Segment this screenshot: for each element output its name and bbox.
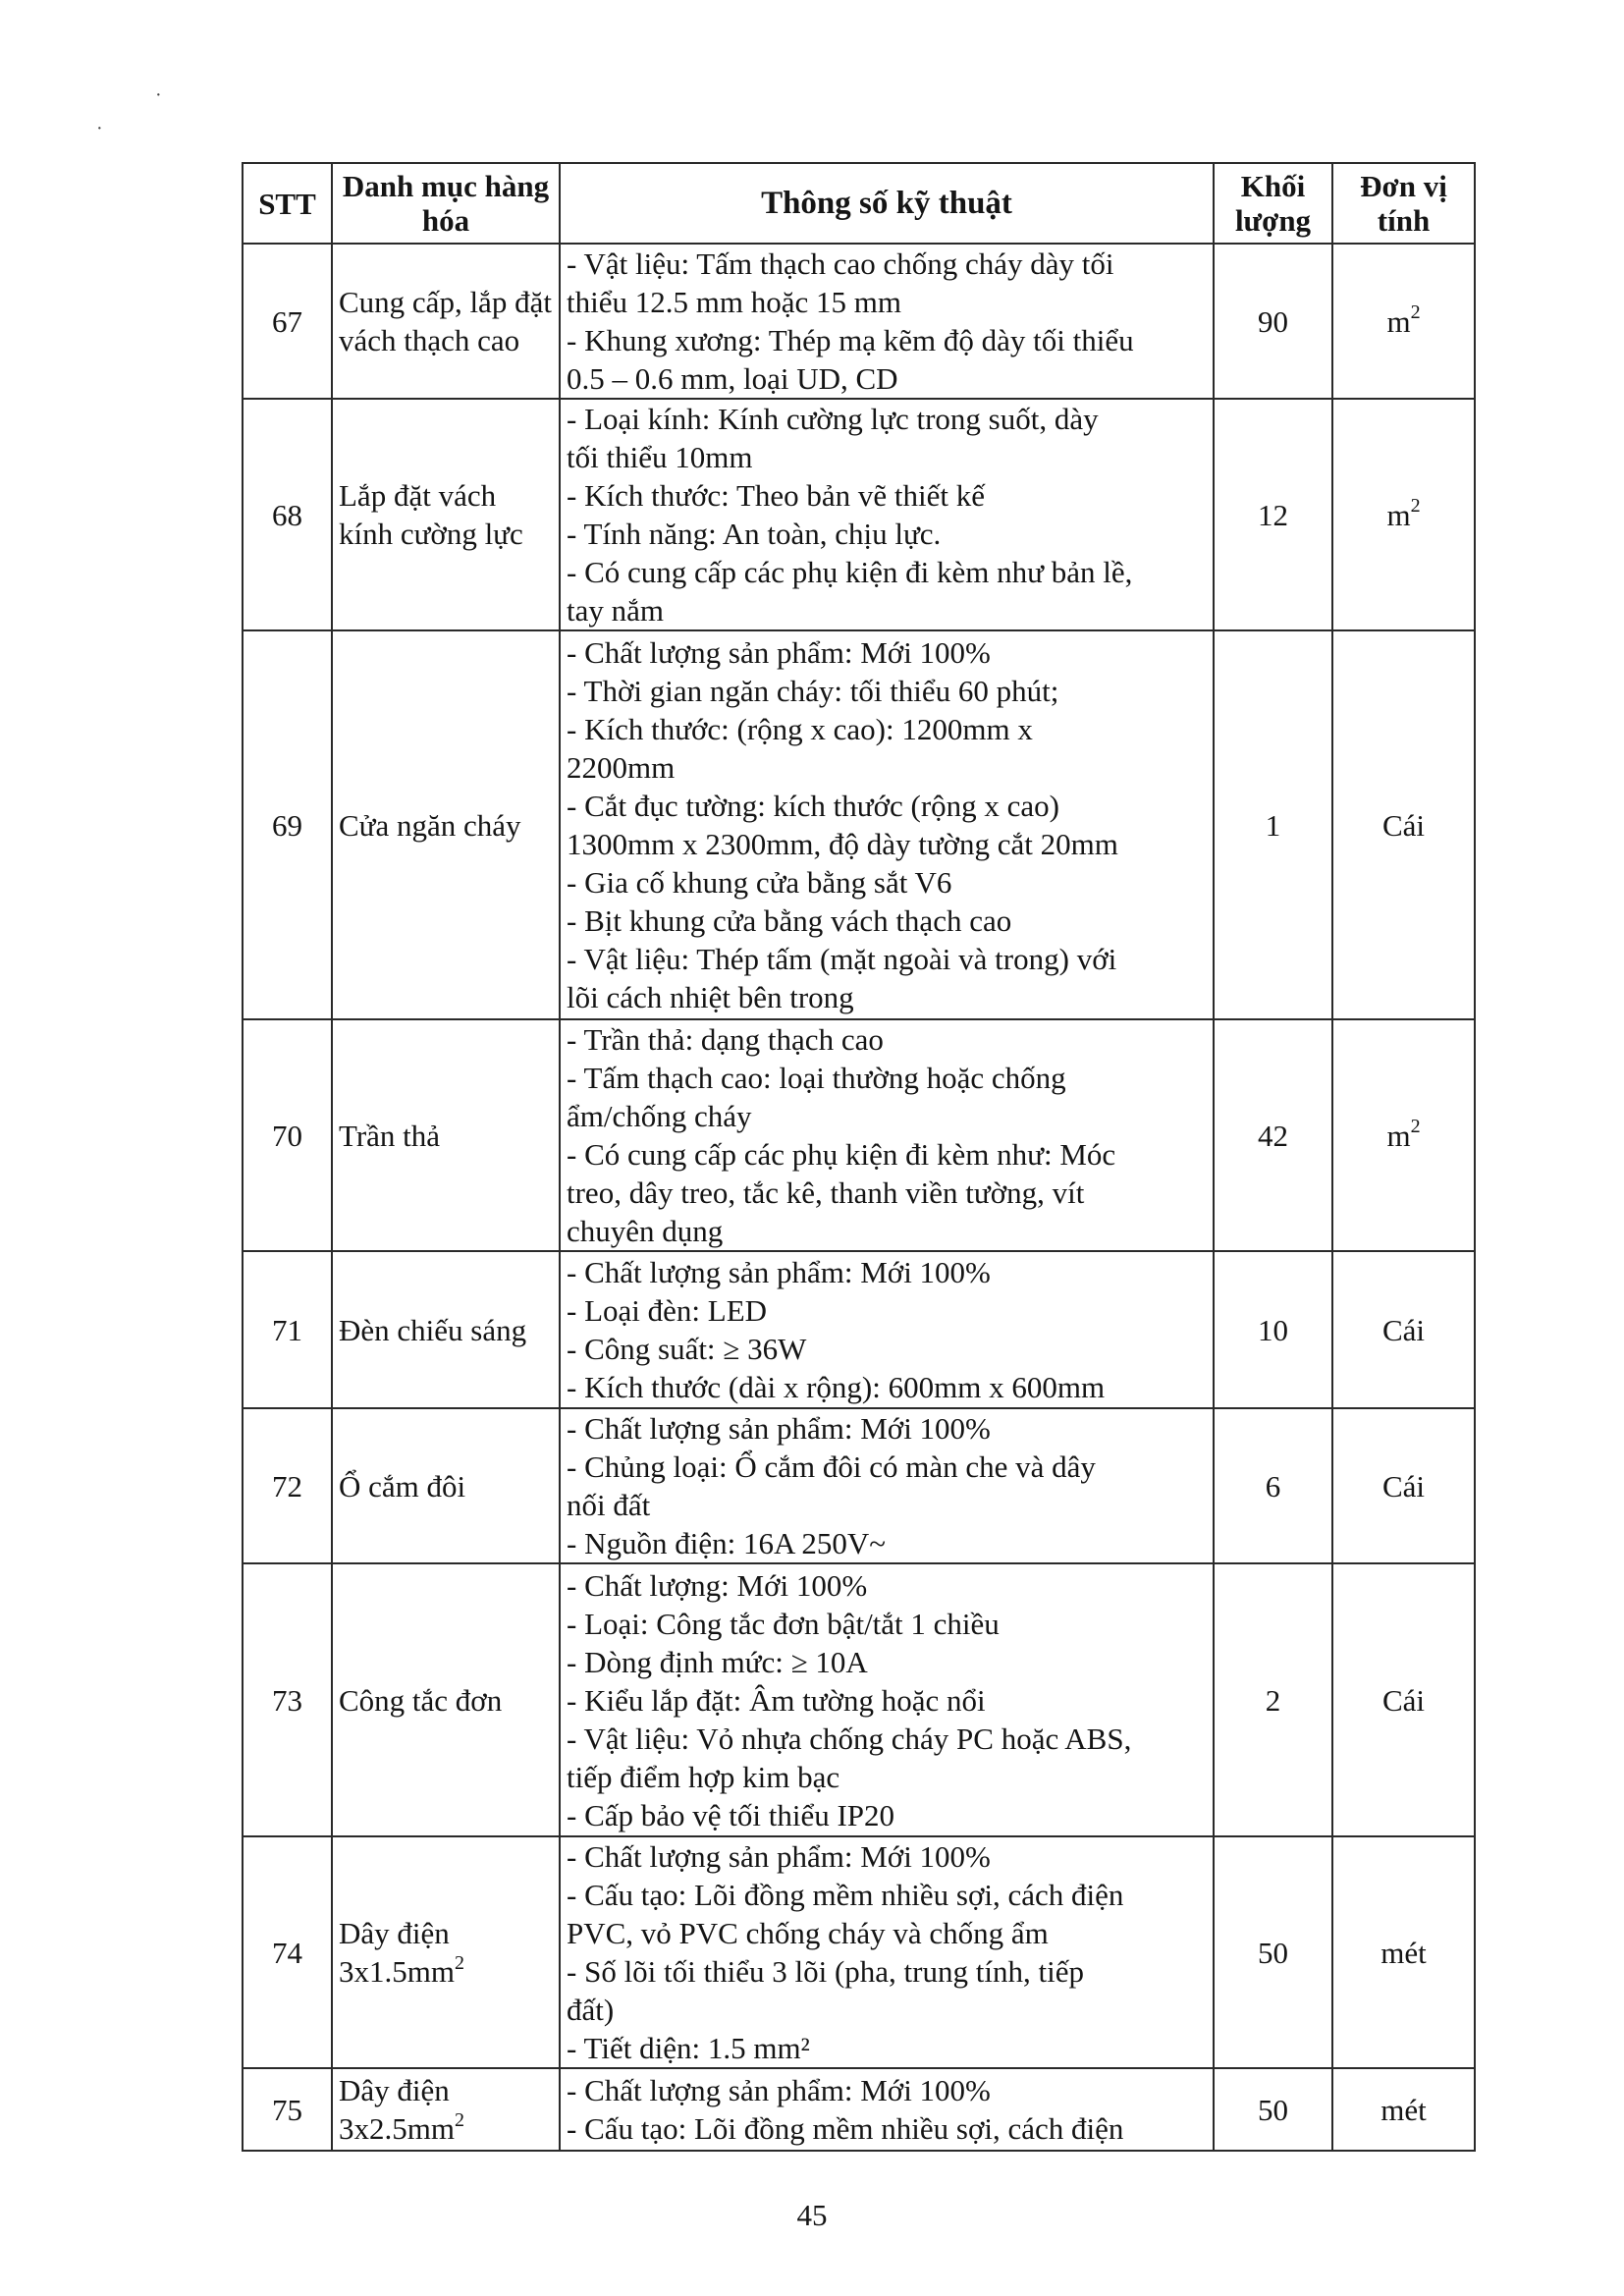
- cell-item-name: [332, 2068, 560, 2151]
- spec-line: - Gia cố khung cửa bằng sắt V6: [567, 865, 952, 900]
- unit-text: m: [1386, 303, 1411, 339]
- header-spec: Thông số kỹ thuật: [560, 163, 1214, 244]
- item-name-text: Công tắc đơn: [339, 1682, 503, 1718]
- item-name-text: Dây điện 3x2.5mm: [339, 2073, 455, 2146]
- spec-line: - Cấp bảo vệ tối thiểu IP20: [567, 1797, 895, 1832]
- spec-line: 1300mm x 2300mm, độ dày tường cắt 20mm: [567, 827, 1118, 861]
- header-stt: STT: [243, 163, 332, 244]
- item-name-text: Trần thả: [339, 1118, 441, 1153]
- table-row: [243, 1563, 1475, 1836]
- cell-unit: [1332, 630, 1475, 1019]
- spec-line: đất): [567, 1993, 615, 2027]
- spec-line: - Tấm thạch cao: loại thường hoặc chống: [567, 1061, 1066, 1095]
- cell-unit: [1332, 1019, 1475, 1251]
- spec-line: tiếp điểm hợp kim bạc: [567, 1759, 840, 1794]
- spec-line: - Kiểu lắp đặt: Âm tường hoặc nổi: [567, 1682, 986, 1718]
- cell-specification: [560, 1251, 1214, 1408]
- spec-line: - Tính năng: An toàn, chịu lực.: [567, 517, 942, 551]
- cell-stt: 73: [243, 1563, 332, 1836]
- specification-table: [242, 162, 1476, 2152]
- spec-line: - Nguồn điện: 16A 250V~: [567, 1526, 887, 1560]
- unit-superscript: 2: [1410, 1116, 1421, 1138]
- cell-stt: 75: [243, 2068, 332, 2151]
- spec-line: PVC, vỏ PVC chống cháy và chống ẩm: [567, 1916, 1049, 1950]
- cell-specification: [560, 244, 1214, 399]
- cell-specification: [560, 1408, 1214, 1563]
- spec-line: - Chất lượng sản phẩm: Mới 100%: [567, 2073, 991, 2107]
- table-row: [243, 1251, 1475, 1408]
- table-row: [243, 630, 1475, 1019]
- spec-line: - Có cung cấp các phụ kiện đi kèm như: Móc: [567, 1137, 1116, 1172]
- spec-line: - Tiết diện: 1.5 mm²: [567, 2031, 810, 2065]
- header-unit: Đơn vị tính: [1332, 163, 1475, 244]
- cell-quantity: 50: [1214, 1836, 1332, 2068]
- spec-line: - Kích thước: Theo bản vẽ thiết kế: [567, 478, 986, 513]
- spec-line: 0.5 – 0.6 mm, loại UD, CD: [567, 361, 898, 396]
- spec-line: - Cắt đục tường: kích thước (rộng x cao): [567, 789, 1059, 823]
- cell-specification: [560, 1019, 1214, 1251]
- spec-line: - Loại: Công tắc đơn bật/tắt 1 chiều: [567, 1606, 1000, 1641]
- spec-line: - Số lõi tối thiểu 3 lõi (pha, trung tính, tiếp: [567, 1954, 1084, 1989]
- cell-specification: [560, 1563, 1214, 1836]
- spec-line: - Công suất: ≥ 36W: [567, 1332, 807, 1366]
- spec-line: - Loại kính: Kính cường lực trong suốt, dày: [567, 402, 1099, 436]
- cell-quantity: 2: [1214, 1563, 1332, 1836]
- unit-superscript: 2: [1410, 301, 1421, 324]
- spec-line: - Cấu tạo: Lõi đồng mềm nhiều sợi, cách điện: [567, 1878, 1124, 1912]
- spec-line: - Thời gian ngăn cháy: tối thiểu 60 phút;: [567, 674, 1059, 708]
- item-name-superscript: 2: [454, 2108, 464, 2131]
- cell-specification: [560, 630, 1214, 1019]
- spec-line: - Chất lượng: Mới 100%: [567, 1567, 868, 1603]
- item-name-text: Dây điện 3x1.5mm: [339, 1916, 455, 1989]
- item-name-text: Cung cấp, lắp đặt vách thạch cao: [339, 285, 552, 357]
- spec-line: - Chất lượng sản phẩm: Mới 100%: [567, 635, 991, 670]
- spec-line: tối thiểu 10mm: [567, 440, 753, 474]
- spec-line: - Có cung cấp các phụ kiện đi kèm như bản lề,: [567, 555, 1133, 589]
- spec-line: tay nắm: [567, 593, 664, 628]
- table-row: [243, 399, 1475, 630]
- unit-text: Cái: [1381, 1682, 1426, 1718]
- cell-specification: [560, 1836, 1214, 2068]
- cell-quantity: 6: [1214, 1408, 1332, 1563]
- table-row: [243, 1408, 1475, 1563]
- item-name-text: Đèn chiếu sáng: [339, 1312, 527, 1347]
- cell-item-name: [332, 1251, 560, 1408]
- unit-text: m: [1386, 1118, 1411, 1153]
- cell-item-name: [332, 630, 560, 1019]
- table-row: [243, 2068, 1475, 2151]
- spec-line: - Vật liệu: Tấm thạch cao chống cháy dày tối: [567, 246, 1114, 281]
- spec-line: chuyên dụng: [567, 1214, 724, 1248]
- cell-quantity: 10: [1214, 1251, 1332, 1408]
- header-name: Danh mục hàng hóa: [332, 163, 560, 244]
- cell-quantity: 1: [1214, 630, 1332, 1019]
- item-name-superscript: 2: [454, 1951, 464, 1974]
- cell-item-name: [332, 1408, 560, 1563]
- cell-quantity: 12: [1214, 399, 1332, 630]
- item-name-text: Lắp đặt vách kính cường lực: [339, 478, 523, 551]
- table-row: [243, 1836, 1475, 2068]
- cell-stt: 72: [243, 1408, 332, 1563]
- spec-line: 2200mm: [567, 750, 676, 785]
- spec-line: - Chất lượng sản phẩm: Mới 100%: [567, 1839, 991, 1874]
- spec-line: - Cấu tạo: Lõi đồng mềm nhiều sợi, cách điện: [567, 2111, 1124, 2146]
- table-body: [243, 244, 1475, 2151]
- cell-unit: [1332, 1563, 1475, 1836]
- spec-line: lõi cách nhiệt bên trong: [567, 980, 854, 1014]
- header-quantity: Khối lượng: [1214, 163, 1332, 244]
- item-name-text: Cửa ngăn cháy: [339, 807, 521, 843]
- cell-specification: [560, 399, 1214, 630]
- spec-line: thiểu 12.5 mm hoặc 15 mm: [567, 285, 901, 319]
- unit-text: mét: [1380, 2092, 1427, 2127]
- scan-speck: ·: [96, 118, 103, 139]
- spec-line: - Khung xương: Thép mạ kẽm độ dày tối thiểu: [567, 323, 1134, 357]
- cell-stt: 70: [243, 1019, 332, 1251]
- spec-line: - Kích thước: (rộng x cao): 1200mm x: [567, 712, 1033, 746]
- spec-line: - Bịt khung cửa bằng vách thạch cao: [567, 903, 1012, 938]
- spec-line: treo, dây treo, tắc kê, thanh viền tường, vít: [567, 1175, 1085, 1210]
- cell-stt: 67: [243, 244, 332, 399]
- cell-item-name: [332, 1019, 560, 1251]
- page-number: 45: [796, 2198, 828, 2232]
- table-row: [243, 244, 1475, 399]
- unit-text: mét: [1380, 1935, 1427, 1970]
- spec-line: - Loại đèn: LED: [567, 1293, 768, 1328]
- cell-stt: 69: [243, 630, 332, 1019]
- cell-stt: 68: [243, 399, 332, 630]
- cell-unit: [1332, 1408, 1475, 1563]
- unit-superscript: 2: [1410, 495, 1421, 518]
- spec-line: - Chủng loại: Ổ cắm đôi có màn che và dây: [567, 1449, 1096, 1484]
- cell-quantity: 90: [1214, 244, 1332, 399]
- table-row: [243, 1019, 1475, 1251]
- spec-line: - Trần thả: dạng thạch cao: [567, 1022, 884, 1057]
- unit-text: Cái: [1381, 807, 1426, 843]
- cell-unit: [1332, 399, 1475, 630]
- spec-line: - Chất lượng sản phẩm: Mới 100%: [567, 1255, 991, 1289]
- item-name-text: Ổ cắm đôi: [339, 1468, 466, 1503]
- cell-item-name: [332, 244, 560, 399]
- scan-speck: ·: [155, 84, 162, 106]
- unit-text: Cái: [1381, 1468, 1426, 1503]
- cell-unit: [1332, 1251, 1475, 1408]
- cell-item-name: [332, 399, 560, 630]
- unit-text: m: [1386, 497, 1411, 532]
- cell-specification: [560, 2068, 1214, 2151]
- spec-line: - Chất lượng sản phẩm: Mới 100%: [567, 1411, 991, 1446]
- cell-quantity: 42: [1214, 1019, 1332, 1251]
- spec-line: ẩm/chống cháy: [567, 1099, 752, 1133]
- cell-unit: [1332, 244, 1475, 399]
- unit-text: Cái: [1381, 1312, 1426, 1347]
- spec-line: - Kích thước (dài x rộng): 600mm x 600mm: [567, 1370, 1106, 1404]
- table-header-row: [243, 163, 1475, 244]
- cell-stt: 71: [243, 1251, 332, 1408]
- spec-line: - Dòng định mức: ≥ 10A: [567, 1644, 868, 1679]
- spec-line: - Vật liệu: Thép tấm (mặt ngoài và trong) với: [567, 942, 1117, 976]
- cell-item-name: [332, 1836, 560, 2068]
- spec-line: - Vật liệu: Vỏ nhựa chống cháy PC hoặc ABS,: [567, 1721, 1132, 1756]
- cell-stt: 74: [243, 1836, 332, 2068]
- cell-unit: [1332, 1836, 1475, 2068]
- spec-line: nối đất: [567, 1488, 651, 1522]
- cell-item-name: [332, 1563, 560, 1836]
- cell-unit: [1332, 2068, 1475, 2151]
- cell-quantity: 50: [1214, 2068, 1332, 2151]
